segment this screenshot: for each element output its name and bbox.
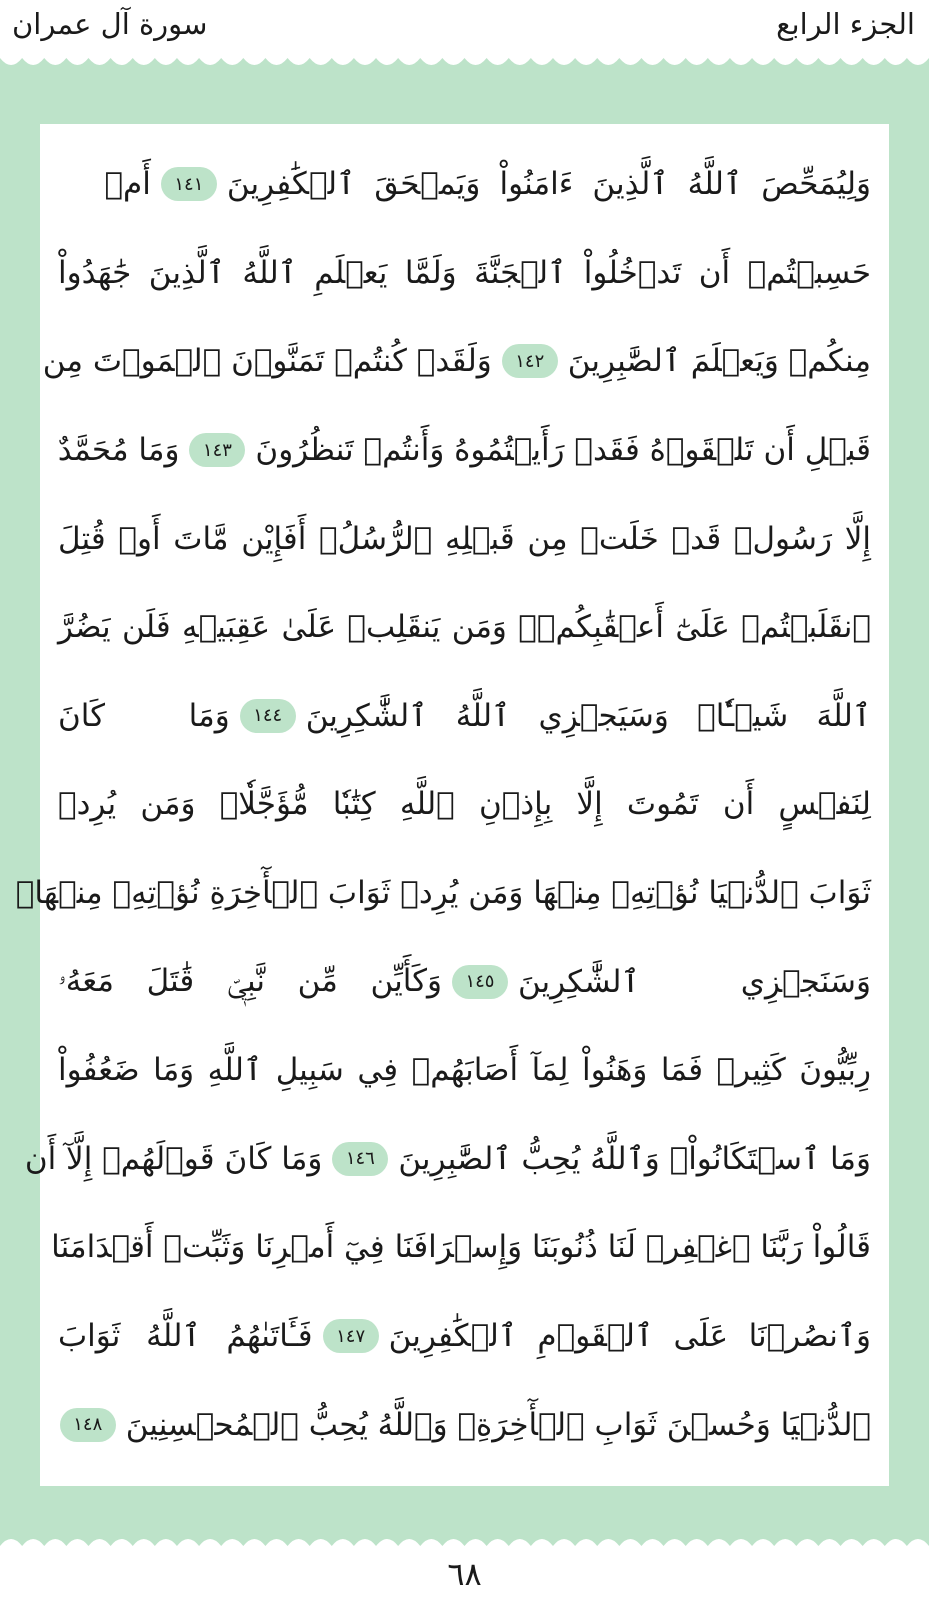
verse-text: وَٱنصُرۡنَا عَلَى ٱلۡقَوۡمِ ٱلۡكَٰفِرِينَ	[388, 1318, 871, 1355]
verse-text: وَكَأَيِّن مِّن نَّبِيّٖ قَٰتَلَ مَعَهُۥ	[58, 963, 442, 1000]
verse-line	[58, 1026, 871, 1115]
verse-number-marker: ١٤٢	[502, 344, 558, 378]
verse-text: ثَوَابَ ٱلدُّنۡيَا نُؤۡتِهِۦ مِنۡهَا وَمَن يُرِدۡ ثَوَابَ ٱلۡأٓخِرَةِ نُؤۡتِهِۦ مِنۡهَاۚ	[15, 875, 871, 912]
verse-line	[24, 1115, 871, 1204]
verse-line	[58, 672, 871, 761]
verse-text: فَـَٔاتَىٰهُمُ ٱللَّهُ ثَوَابَ	[58, 1318, 313, 1355]
verse-text: وَمَا كَانَ	[58, 697, 230, 734]
verse-line	[42, 317, 871, 406]
verse-text: أَمۡ	[104, 166, 151, 203]
verse-line	[58, 406, 871, 495]
page-header	[0, 0, 929, 60]
verse-text: إِلَّا رَسُولٞ قَدۡ خَلَتۡ مِن قَبۡلِهِ ٱلرُّسُلُۚ أَفَإِيْن مَّاتَ أَوۡ قُتِلَ	[58, 520, 871, 557]
verse-text: وَمَا ٱسۡتَكَانُواْۗ وَٱللَّهُ يُحِبُّ ٱلصَّٰبِرِينَ	[398, 1140, 871, 1177]
text-area	[15, 124, 889, 1486]
page-number: ٦٨	[447, 1555, 482, 1593]
verse-text: ٱنقَلَبۡتُمۡ عَلَىٰٓ أَعۡقَٰبِكُمۡۚ وَمَن يَنقَلِبۡ عَلَىٰ عَقِبَيۡهِ فَلَن يَضُرَّ	[58, 609, 871, 646]
verse-number-marker: ١٤٥	[452, 965, 508, 999]
verse-line	[58, 937, 871, 1026]
verse-text: ٱللَّهَ شَيۡـٔٗاۚ وَسَيَجۡزِي ٱللَّهُ ٱلشَّٰكِرِينَ	[305, 697, 871, 734]
verse-text: وَلَقَدۡ كُنتُمۡ تَمَنَّوۡنَ ٱلۡمَوۡتَ مِن	[42, 343, 492, 380]
verse-number-marker: ١٤٨	[60, 1408, 116, 1442]
verse-text: مِنكُمۡ وَيَعۡلَمَ ٱلصَّٰبِرِينَ	[567, 343, 871, 380]
verse-text: حَسِبۡتُمۡ أَن تَدۡخُلُواْ ٱلۡجَنَّةَ وَلَمَّا يَعۡلَمِ ٱللَّهُ ٱلَّذِينَ جَٰهَدُواْ	[58, 254, 871, 291]
verse-number-marker: ١٤١	[161, 167, 217, 201]
verse-text: قَالُواْ رَبَّنَا ٱغۡفِرۡ لَنَا ذُنُوبَنَا وَإِسۡرَافَنَا فِيٓ أَمۡرِنَا وَثَبِّتۡ أَقۡدَامَنَا	[51, 1229, 871, 1266]
verse-block	[15, 140, 871, 1470]
verse-number-marker: ١٤٣	[189, 433, 245, 467]
verse-number-marker: ١٤٤	[240, 699, 296, 733]
scallop-border-bottom	[0, 1532, 929, 1546]
verse-line	[58, 229, 871, 318]
verse-line	[15, 849, 871, 938]
verse-line	[58, 760, 871, 849]
verse-text: ٱلدُّنۡيَا وَحُسۡنَ ثَوَابِ ٱلۡأٓخِرَةِۗ وَٱللَّهُ يُحِبُّ ٱلۡمُحۡسِنِينَ	[125, 1406, 871, 1443]
verse-text: لِنَفۡسٍ أَن تَمُوتَ إِلَّا بِإِذۡنِ ٱللَّهِ كِتَٰبٗا مُّؤَجَّلٗاۗ وَمَن يُرِدۡ	[58, 786, 871, 823]
scallop-border-top	[0, 58, 929, 72]
verse-line	[58, 1380, 871, 1469]
verse-line	[58, 140, 871, 229]
verse-text: رِبِّيُّونَ كَثِيرٞ فَمَا وَهَنُواْ لِمَآ أَصَابَهُمۡ فِي سَبِيلِ ٱللَّهِ وَمَا ضَعُفُواْ	[58, 1052, 871, 1089]
verse-line	[58, 583, 871, 672]
verse-text: وَسَنَجۡزِي ٱلشَّٰكِرِينَ	[517, 963, 871, 1000]
verse-number-marker: ١٤٧	[323, 1319, 379, 1353]
surah-title: سورة آل عمران	[12, 7, 208, 41]
verse-number-marker: ١٤٦	[332, 1142, 388, 1176]
verse-text: وَمَا كَانَ قَوۡلَهُمۡ إِلَّآ أَن	[24, 1140, 323, 1177]
verse-line	[51, 1203, 871, 1292]
verse-text: قَبۡلِ أَن تَلۡقَوۡهُ فَقَدۡ رَأَيۡتُمُوهُ وَأَنتُمۡ تَنظُرُونَ	[255, 432, 871, 469]
verse-line	[58, 1292, 871, 1381]
juz-title: الجزء الرابع	[776, 7, 915, 41]
verse-text: وَمَا مُحَمَّدٌ	[57, 432, 180, 469]
verse-text: وَلِيُمَحِّصَ ٱللَّهُ ٱلَّذِينَ ءَامَنُواْ وَيَمۡحَقَ ٱلۡكَٰفِرِينَ	[226, 166, 871, 203]
verse-line	[58, 494, 871, 583]
